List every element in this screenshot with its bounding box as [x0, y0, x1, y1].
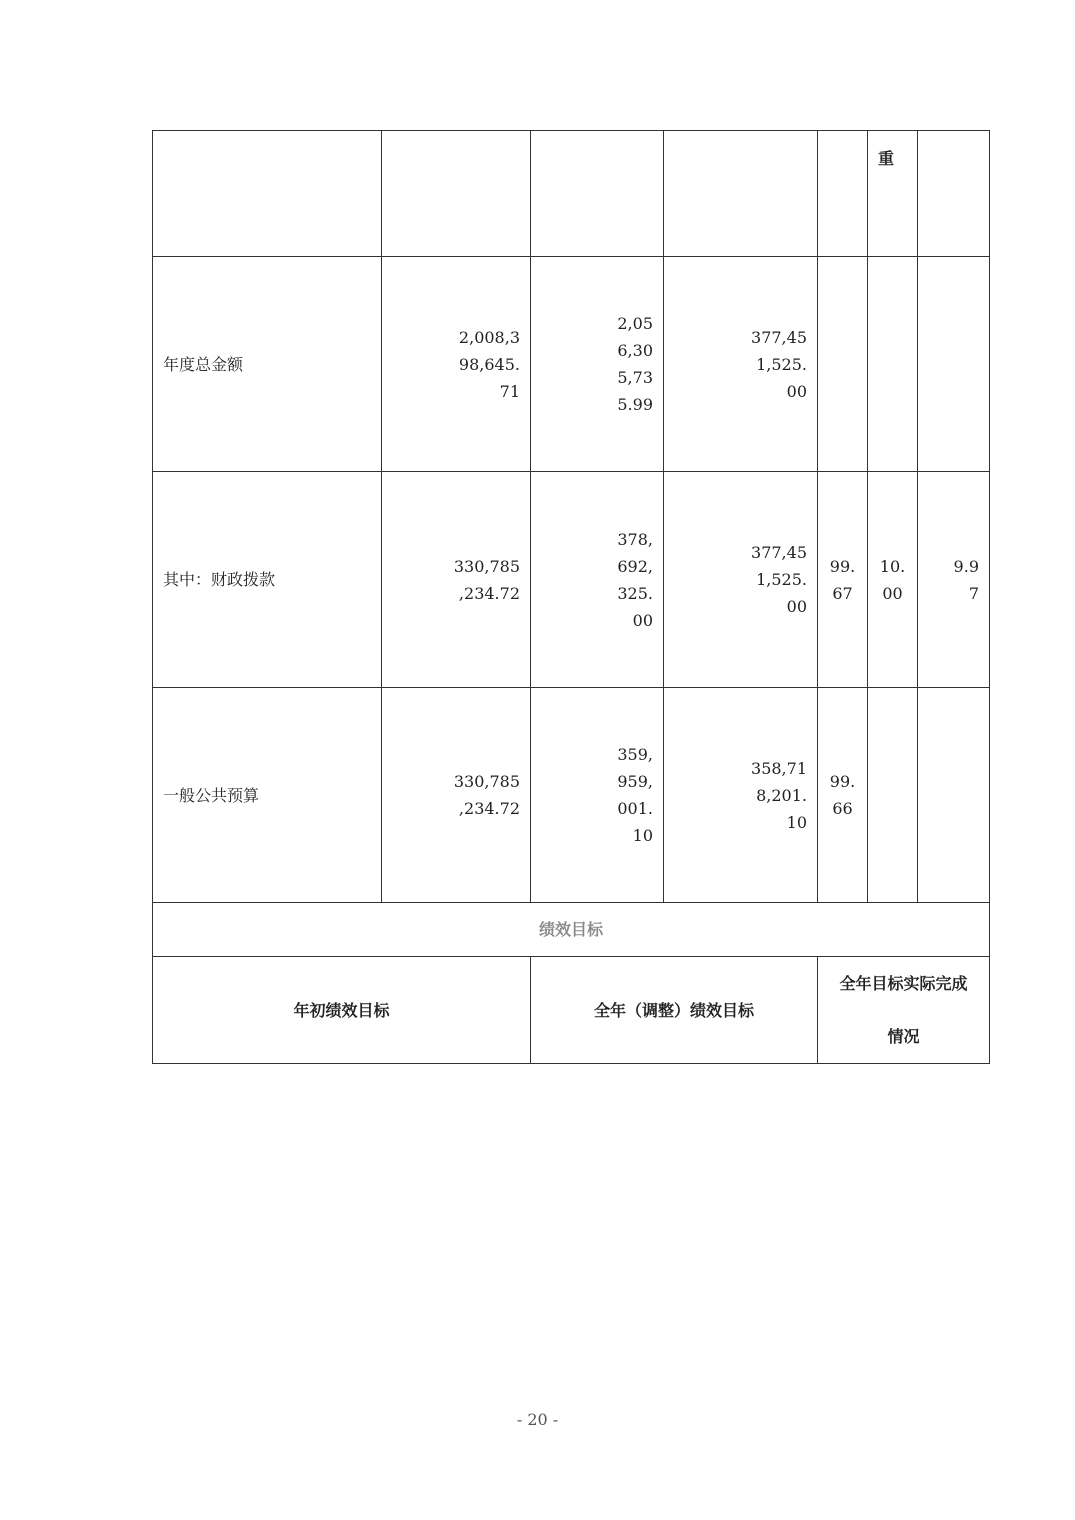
adjusted-budget-value: 378, 692, 325. 00 [531, 472, 664, 688]
initial-budget-value: 2,008,3 98,645. 71 [382, 257, 531, 472]
row-label: 一般公共预算 [153, 688, 382, 903]
initial-budget-value: 330,785 ,234.72 [382, 472, 531, 688]
execution-rate: 99. 67 [818, 472, 868, 688]
execution-rate: 99. 66 [818, 688, 868, 903]
executed-value: 377,45 1,525. 00 [664, 472, 818, 688]
execution-rate [818, 257, 868, 472]
table-row [153, 688, 990, 903]
table-row [153, 472, 990, 688]
weight-value: 10. 00 [868, 472, 918, 688]
empty-cell [531, 131, 664, 257]
page-number: - 20 - [516, 1410, 559, 1429]
score-value [918, 257, 990, 472]
adjusted-budget-value: 359, 959, 001. 10 [531, 688, 664, 903]
section-title: 绩效目标 [153, 903, 990, 957]
header-continuation-row [153, 131, 990, 257]
score-value: 9.9 7 [918, 472, 990, 688]
weight-header-fragment: 重 [868, 131, 918, 257]
executed-value: 377,45 1,525. 00 [664, 257, 818, 472]
executed-value: 358,71 8,201. 10 [664, 688, 818, 903]
empty-cell [818, 131, 868, 257]
score-value [918, 688, 990, 903]
empty-cell [918, 131, 990, 257]
adjusted-goal-header: 全年（调整）绩效目标 [531, 957, 818, 1064]
empty-cell [664, 131, 818, 257]
initial-goal-header: 年初绩效目标 [153, 957, 531, 1064]
actual-completion-header: 全年目标实际完成 情况 [818, 957, 990, 1064]
row-label: 年度总金额 [153, 257, 382, 472]
empty-cell [382, 131, 531, 257]
weight-value [868, 257, 918, 472]
weight-value [868, 688, 918, 903]
adjusted-budget-value: 2,05 6,30 5,73 5.99 [531, 257, 664, 472]
table-row [153, 257, 990, 472]
empty-cell [153, 131, 382, 257]
row-label: 其中：财政拨款 [153, 472, 382, 688]
section-title-row [153, 903, 990, 957]
initial-budget-value: 330,785 ,234.72 [382, 688, 531, 903]
budget-table [152, 130, 990, 1064]
goal-header-row [153, 957, 990, 1064]
